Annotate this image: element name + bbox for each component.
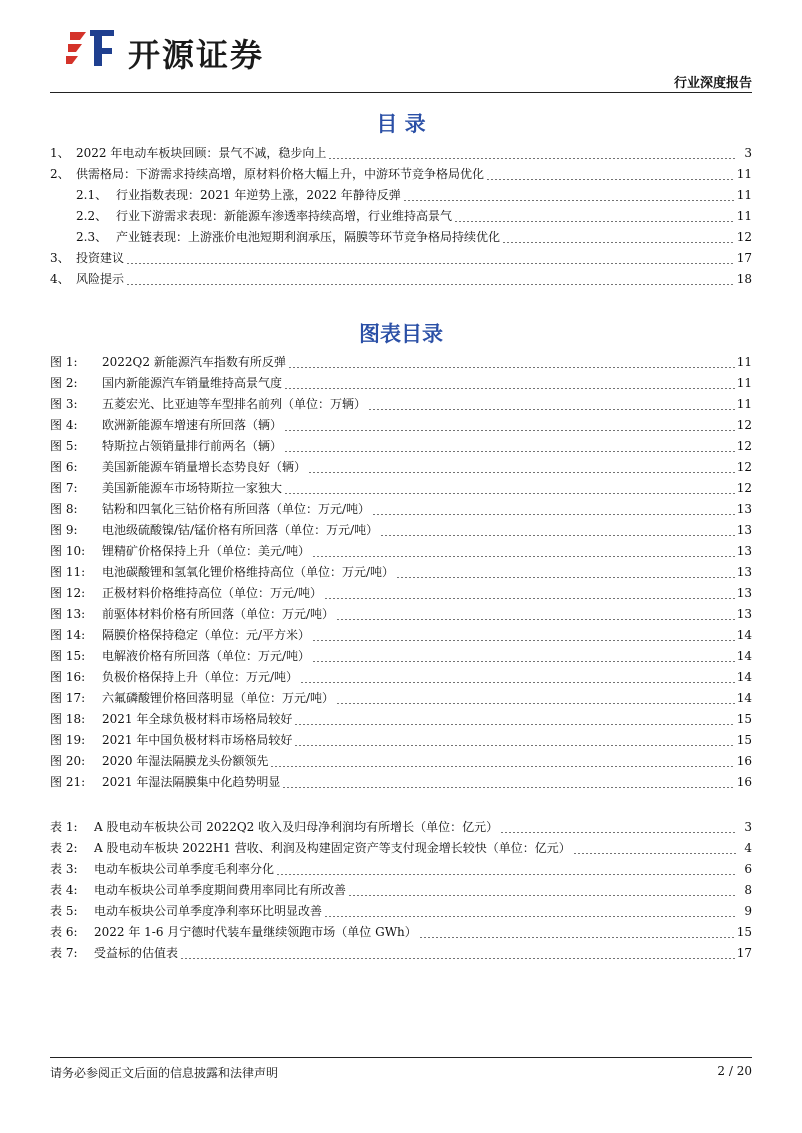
- entry-page-number: 15: [736, 712, 752, 726]
- entry-page-number: 11: [736, 188, 752, 202]
- entry-title: 电池级硫酸镍/钴/锰价格有所回落（单位：万元/吨）: [102, 523, 379, 537]
- entry-number: 图 15:: [50, 649, 86, 663]
- entry-title: 行业指数表现：2021 年逆势上涨，2022 年静待反弹: [116, 188, 401, 202]
- table-list: [50, 817, 752, 964]
- entry-page-number: 9: [744, 904, 752, 918]
- entry-number: 表 6:: [50, 925, 78, 939]
- entry-page-number: 12: [736, 460, 752, 474]
- dot-leader: [348, 895, 736, 896]
- entry-title: 投资建议: [76, 251, 125, 265]
- entry-number: 图 18:: [50, 712, 86, 726]
- entry-title: 2021 年湿法隔膜集中化趋势明显: [102, 775, 281, 789]
- entry-title: 2020 年湿法隔膜龙头份额领先: [102, 754, 269, 768]
- dot-leader: [372, 514, 735, 515]
- entry-title: 钴粉和四氧化三钴价格有所回落（单位：万元/吨）: [102, 502, 371, 516]
- dot-leader: [288, 367, 735, 368]
- header-divider: [50, 92, 752, 93]
- dot-leader: [380, 535, 735, 536]
- entry-number: 图 3:: [50, 397, 78, 411]
- dot-leader: [282, 787, 734, 788]
- entry-title: 电解液价格有所回落（单位：万元/吨）: [102, 649, 311, 663]
- entry-page-number: 13: [736, 586, 752, 600]
- toc-entry[interactable]: [50, 520, 752, 541]
- dot-leader: [403, 200, 735, 201]
- dot-leader: [284, 451, 735, 452]
- entry-number: 表 2:: [50, 841, 78, 855]
- dot-leader: [324, 598, 735, 599]
- entry-title: A 股电动车板块 2022H1 营收、利润及构建固定资产等支付现金增长较快（单位：亿元）: [94, 841, 571, 855]
- entry-number: 图 7:: [50, 481, 78, 495]
- entry-title: 2021 年中国负极材料市场格局较好: [102, 733, 293, 747]
- entry-number: 表 5:: [50, 904, 78, 918]
- entry-number: 2、: [50, 167, 70, 181]
- entry-page-number: 11: [736, 376, 752, 390]
- entry-title: 锂精矿价格保持上升（单位：美元/吨）: [102, 544, 311, 558]
- entry-number: 3、: [50, 251, 70, 265]
- entry-title: 电动车板块公司单季度期间费用率同比有所改善: [94, 883, 347, 897]
- entry-page-number: 14: [736, 628, 752, 642]
- entry-title: 2022Q2 新能源汽车指数有所反弹: [102, 355, 286, 369]
- dot-leader: [294, 745, 734, 746]
- entry-number: 图 9:: [50, 523, 78, 537]
- entry-title: 供需格局：下游需求持续高增，原材料价格大幅上升，中游环节竞争格局优化: [76, 167, 485, 181]
- entry-number: 2.1、: [76, 188, 108, 202]
- entry-page-number: 12: [736, 230, 752, 244]
- dot-leader: [294, 724, 734, 725]
- toc-entry[interactable]: [50, 667, 752, 688]
- toc-entry[interactable]: [50, 227, 752, 248]
- toc-entry[interactable]: [50, 880, 752, 901]
- toc-entry[interactable]: [50, 478, 752, 499]
- dot-leader: [324, 916, 736, 917]
- dot-leader: [336, 619, 735, 620]
- entry-number: 图 13:: [50, 607, 86, 621]
- toc-entry[interactable]: [50, 164, 752, 185]
- entry-title: 2022 年电动车板块回顾：景气不减，稳步向上: [76, 146, 327, 160]
- toc-entry[interactable]: [50, 688, 752, 709]
- entry-page-number: 14: [736, 670, 752, 684]
- entry-number: 图 10:: [50, 544, 86, 558]
- entry-title: 美国新能源车销量增长态势良好（辆）: [102, 460, 307, 474]
- entry-title: 风险提示: [76, 272, 125, 286]
- entry-title: 六氟磷酸锂价格回落明显（单位：万元/吨）: [102, 691, 335, 705]
- entry-page-number: 6: [744, 862, 752, 876]
- entry-page-number: 3: [744, 820, 752, 834]
- dot-leader: [328, 158, 736, 159]
- entry-title: 产业链表现：上游涨价电池短期利润承压，隔膜等环节竞争格局持续优化: [116, 230, 501, 244]
- entry-page-number: 17: [736, 251, 752, 265]
- entry-title: 电池碳酸锂和氢氧化锂价格维持高位（单位：万元/吨）: [102, 565, 395, 579]
- entry-number: 2.3、: [76, 230, 108, 244]
- dot-leader: [312, 556, 735, 557]
- toc-entry[interactable]: [50, 730, 752, 751]
- entry-number: 表 7:: [50, 946, 78, 960]
- toc-entry[interactable]: [50, 625, 752, 646]
- dot-leader: [284, 493, 735, 494]
- toc-entry[interactable]: [50, 859, 752, 880]
- toc-entry[interactable]: [50, 583, 752, 604]
- dot-leader: [284, 388, 735, 389]
- toc-entry[interactable]: [50, 838, 752, 859]
- entry-number: 图 6:: [50, 460, 78, 474]
- footer-disclaimer: 请务必参阅正文后面的信息披露和法律声明: [50, 1066, 279, 1080]
- entry-page-number: 13: [736, 565, 752, 579]
- entry-title: 电动车板块公司单季度净利率环比明显改善: [94, 904, 323, 918]
- entry-title: 欧洲新能源车增速有所回落（辆）: [102, 418, 283, 432]
- toc-entry[interactable]: [50, 352, 752, 373]
- dot-leader: [308, 472, 735, 473]
- footer-divider: [50, 1057, 752, 1058]
- entry-number: 图 5:: [50, 439, 78, 453]
- entry-title: 受益标的估值表: [94, 946, 179, 960]
- entry-page-number: 11: [736, 355, 752, 369]
- dot-leader: [126, 284, 735, 285]
- dot-leader: [126, 263, 735, 264]
- entry-title: 前驱体材料价格有所回落（单位：万元/吨）: [102, 607, 335, 621]
- entry-number: 图 11:: [50, 565, 86, 579]
- page-indicator: 2 / 20: [717, 1064, 752, 1078]
- entry-title: 2022 年 1-6 月宁德时代装车量继续领跑市场（单位 GWh）: [94, 925, 417, 939]
- entry-number: 图 19:: [50, 733, 86, 747]
- entry-title: 国内新能源汽车销量维持高景气度: [102, 376, 283, 390]
- entry-page-number: 16: [736, 754, 752, 768]
- toc-entry[interactable]: [50, 394, 752, 415]
- entry-page-number: 11: [736, 397, 752, 411]
- toc-entry[interactable]: [50, 772, 752, 793]
- toc-title: 目 录: [376, 112, 426, 136]
- page-header: [0, 0, 802, 92]
- dot-leader: [454, 221, 735, 222]
- entry-page-number: 12: [736, 439, 752, 453]
- entry-title: 隔膜价格保持稳定（单位：元/平方米）: [102, 628, 311, 642]
- entry-page-number: 3: [744, 146, 752, 160]
- dot-leader: [500, 832, 736, 833]
- toc-entry[interactable]: [50, 457, 752, 478]
- entry-title: 美国新能源车市场特斯拉一家独大: [102, 481, 283, 495]
- entry-page-number: 13: [736, 523, 752, 537]
- entry-title: 正极材料价格维持高位（单位：万元/吨）: [102, 586, 323, 600]
- entry-page-number: 13: [736, 544, 752, 558]
- entry-number: 图 4:: [50, 418, 78, 432]
- entry-page-number: 15: [736, 925, 752, 939]
- toc-entry[interactable]: [50, 943, 752, 964]
- toc-entry[interactable]: [50, 415, 752, 436]
- entry-number: 1、: [50, 146, 70, 160]
- dot-leader: [180, 958, 735, 959]
- toc-entry[interactable]: [50, 248, 752, 269]
- entry-page-number: 16: [736, 775, 752, 789]
- entry-number: 图 12:: [50, 586, 86, 600]
- toc-entry[interactable]: [50, 562, 752, 583]
- figures-title: 图表目录: [359, 322, 443, 346]
- entry-number: 图 14:: [50, 628, 86, 642]
- toc-entry[interactable]: [50, 922, 752, 943]
- dot-leader: [486, 179, 735, 180]
- dot-leader: [312, 661, 735, 662]
- entry-number: 图 8:: [50, 502, 78, 516]
- entry-title: 五菱宏光、比亚迪等车型排名前列（单位：万辆）: [102, 397, 367, 411]
- dot-leader: [284, 430, 735, 431]
- figure-list: [50, 352, 752, 793]
- dot-leader: [396, 577, 735, 578]
- entry-page-number: 8: [744, 883, 752, 897]
- entry-number: 4、: [50, 272, 70, 286]
- dot-leader: [502, 242, 735, 243]
- entry-number: 表 1:: [50, 820, 78, 834]
- dot-leader: [276, 874, 736, 875]
- entry-number: 图 20:: [50, 754, 86, 768]
- entry-page-number: 18: [736, 272, 752, 286]
- entry-title: 行业下游需求表现：新能源车渗透率持续高增，行业维持高景气: [116, 209, 453, 223]
- entry-page-number: 11: [736, 167, 752, 181]
- dot-leader: [368, 409, 735, 410]
- company-name: 开源证券: [128, 36, 265, 74]
- entry-title: 特斯拉占领销量排行前两名（辆）: [102, 439, 283, 453]
- entry-number: 图 1:: [50, 355, 78, 369]
- entry-number: 图 2:: [50, 376, 78, 390]
- entry-page-number: 11: [736, 209, 752, 223]
- entry-page-number: 12: [736, 418, 752, 432]
- entry-page-number: 15: [736, 733, 752, 747]
- entry-page-number: 17: [736, 946, 752, 960]
- entry-number: 2.2、: [76, 209, 108, 223]
- entry-title: A 股电动车板块公司 2022Q2 收入及归母净利润均有所增长（单位：亿元）: [94, 820, 499, 834]
- entry-number: 图 17:: [50, 691, 86, 705]
- entry-page-number: 14: [736, 649, 752, 663]
- entry-title: 电动车板块公司单季度毛利率分化: [94, 862, 275, 876]
- toc-entry[interactable]: [50, 817, 752, 838]
- toc-entry[interactable]: [50, 143, 752, 164]
- dot-leader: [312, 640, 735, 641]
- entry-page-number: 4: [744, 841, 752, 855]
- toc-entry[interactable]: [50, 436, 752, 457]
- dot-leader: [573, 853, 736, 854]
- entry-page-number: 13: [736, 502, 752, 516]
- toc-entry[interactable]: [50, 604, 752, 625]
- dot-leader: [336, 703, 735, 704]
- dot-leader: [300, 682, 735, 683]
- toc-entry[interactable]: [50, 751, 752, 772]
- dot-leader: [419, 937, 735, 938]
- toc-list: [50, 143, 752, 290]
- toc-entry[interactable]: [50, 901, 752, 922]
- toc-entry[interactable]: [50, 185, 752, 206]
- entry-title: 2021 年全球负极材料市场格局较好: [102, 712, 293, 726]
- entry-title: 负极价格保持上升（单位：万元/吨）: [102, 670, 299, 684]
- dot-leader: [270, 766, 734, 767]
- toc-entry[interactable]: [50, 709, 752, 730]
- entry-number: 表 4:: [50, 883, 78, 897]
- entry-page-number: 14: [736, 691, 752, 705]
- toc-entry[interactable]: [50, 269, 752, 290]
- entry-number: 图 21:: [50, 775, 86, 789]
- toc-entry[interactable]: [50, 499, 752, 520]
- toc-entry[interactable]: [50, 646, 752, 667]
- company-logo-icon: [64, 26, 120, 70]
- toc-entry[interactable]: [50, 541, 752, 562]
- report-type-label: 行业深度报告: [673, 76, 752, 91]
- entry-number: 表 3:: [50, 862, 78, 876]
- entry-number: 图 16:: [50, 670, 86, 684]
- entry-page-number: 12: [736, 481, 752, 495]
- toc-entry[interactable]: [50, 206, 752, 227]
- entry-page-number: 13: [736, 607, 752, 621]
- toc-entry[interactable]: [50, 373, 752, 394]
